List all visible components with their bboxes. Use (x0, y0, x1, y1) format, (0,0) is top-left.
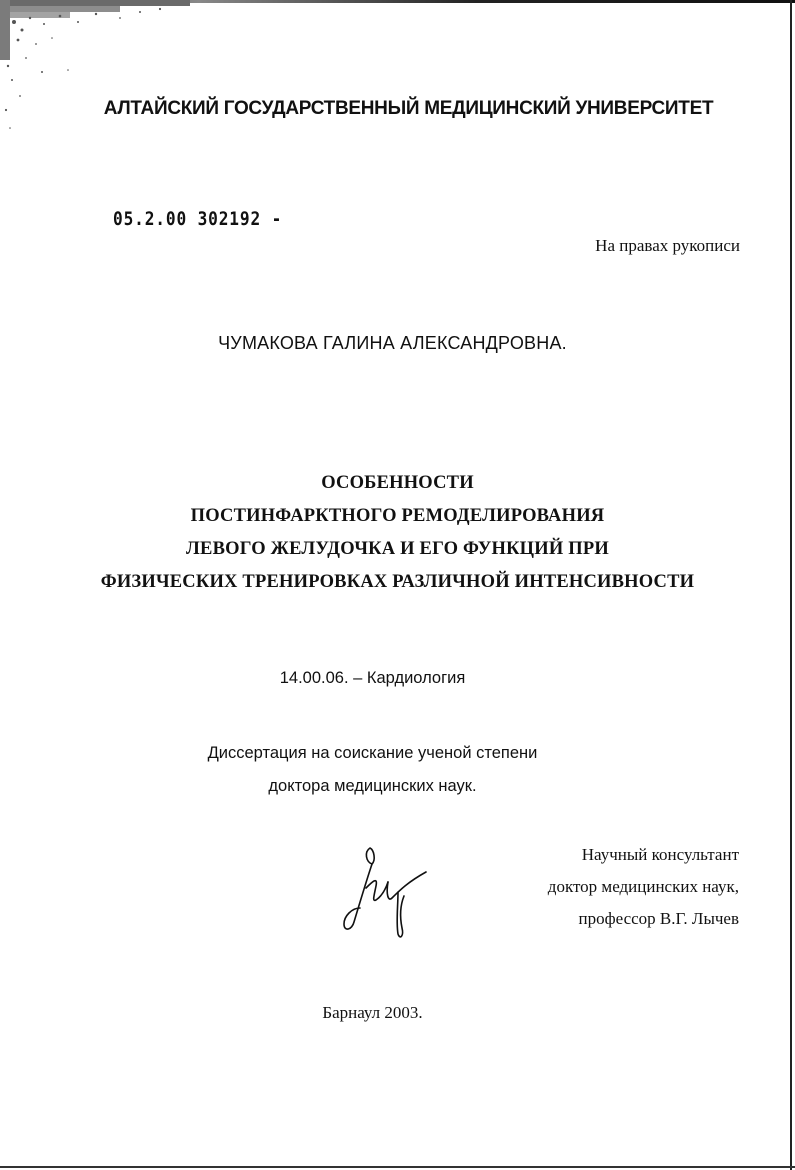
title-line: ФИЗИЧЕСКИХ ТРЕНИРОВКАХ РАЗЛИЧНОЙ ИНТЕНСИВНОСТИ (100, 572, 695, 592)
consultant-line: Научный консультант (581, 845, 739, 864)
city-year: Барнаул 2003. (322, 1003, 423, 1022)
registration-stamp-number: 05.2.00 302192 - (113, 208, 283, 230)
title-line: ОСОБЕННОСТИ (321, 473, 474, 493)
consultant-line: доктор медицинских наук, (547, 877, 739, 896)
dissertation-degree (0, 737, 795, 803)
consultant-line: профессор В.Г. Лычев (578, 909, 739, 928)
university-name: АЛТАЙСКИЙ ГОСУДАРСТВЕННЫЙ МЕДИЦИНСКИЙ УНИВЕРСИТЕТ (103, 98, 714, 119)
degree-line: Диссертация на соискание ученой степени (207, 744, 538, 762)
title-line: ПОСТИНФАРКТНОГО РЕМОДЕЛИРОВАНИЯ (190, 506, 605, 526)
title-line: ЛЕВОГО ЖЕЛУДОЧКА И ЕГО ФУНКЦИЙ ПРИ (186, 539, 609, 559)
manuscript-rights-label: На правах рукописи (595, 236, 740, 255)
scan-edge-bottom (0, 1166, 795, 1168)
author-name: ЧУМАКОВА ГАЛИНА АЛЕКСАНДРОВНА. (218, 333, 567, 353)
signature-image (330, 842, 440, 942)
dissertation-title (0, 467, 795, 599)
specialty-code: 14.00.06. – Кардиология (279, 669, 466, 687)
degree-line: доктора медицинских наук. (268, 777, 477, 795)
scientific-consultant (548, 839, 739, 935)
